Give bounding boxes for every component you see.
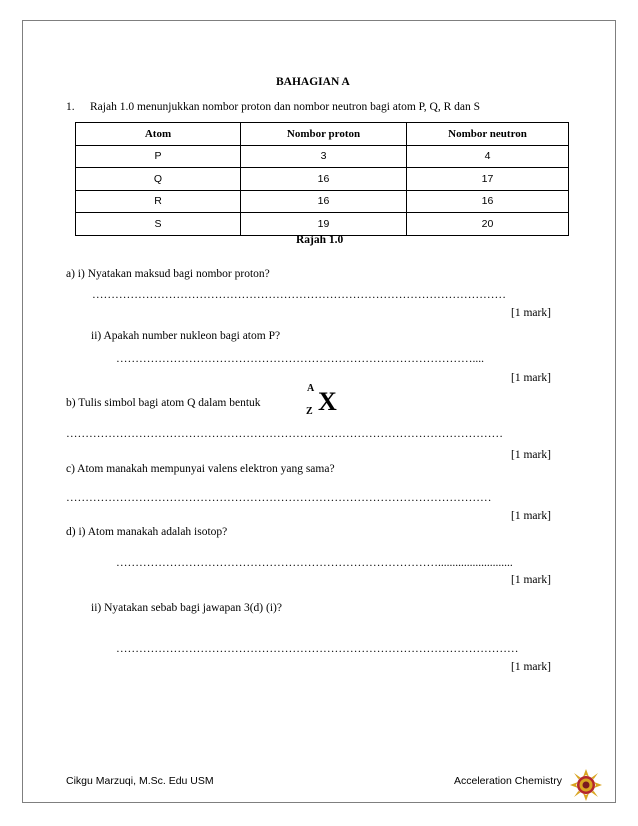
table-header-row (76, 123, 569, 146)
answer-line-d-ii[interactable]: …………………………………………………………………………………………… (116, 643, 519, 655)
answer-line-d-i[interactable]: ………………………………………………………………………….......................... (116, 557, 513, 569)
mark-label: [1 mark] (511, 510, 551, 522)
mass-number-symbol: A (307, 383, 315, 394)
table-cell: 3 (241, 145, 407, 168)
table-header: Atom (76, 123, 241, 146)
mark-label: [1 mark] (511, 307, 551, 319)
table-cell: P (76, 145, 241, 168)
answer-line-a-ii[interactable]: ………………………………………………………………………………….... (116, 353, 484, 365)
atom-table (75, 122, 569, 236)
table-cell: 4 (407, 145, 569, 168)
table-row (76, 145, 569, 168)
table-cell: 20 (407, 213, 569, 236)
mark-label: [1 mark] (511, 574, 551, 586)
atomic-number-symbol: Z (306, 406, 313, 417)
footer-title: Acceleration Chemistry (454, 775, 562, 787)
question-stem: Rajah 1.0 menunjukkan nombor proton dan nombor neutron bagi atom P, Q, R dan S (90, 101, 480, 113)
question-a-i: a) i) Nyatakan maksud bagi nombor proton? (66, 268, 270, 280)
table-cell: Q (76, 168, 241, 191)
footer-author: Cikgu Marzuqi, M.Sc. Edu USM (66, 775, 214, 787)
table-cell: R (76, 190, 241, 213)
question-d-ii: ii) Nyatakan sebab bagi jawapan 3(d) (i)? (91, 602, 282, 614)
question-c: c) Atom manakah mempunyai valens elektron yang sama? (66, 463, 335, 475)
table-cell: 16 (241, 190, 407, 213)
mark-label: [1 mark] (511, 449, 551, 461)
mark-label: [1 mark] (511, 661, 551, 673)
table-cell: 19 (241, 213, 407, 236)
table-row (76, 168, 569, 191)
answer-line-a-i[interactable]: ……………………………………………………………………………………………… (92, 289, 506, 301)
table-cell: 17 (407, 168, 569, 191)
table-row (76, 190, 569, 213)
school-emblem-icon (569, 768, 603, 802)
mark-label: [1 mark] (511, 372, 551, 384)
section-title: BAHAGIAN A (276, 76, 350, 88)
question-number: 1. (66, 101, 75, 113)
table-row (76, 213, 569, 236)
table-header: Nombor neutron (407, 123, 569, 146)
answer-line-b[interactable]: …………………………………………………………………………………………………… (66, 428, 503, 440)
table-cell: 16 (241, 168, 407, 191)
element-symbol: X (318, 387, 337, 416)
question-b: b) Tulis simbol bagi atom Q dalam bentuk (66, 397, 261, 409)
table-header: Nombor proton (241, 123, 407, 146)
answer-line-c[interactable]: ………………………………………………………………………………………………… (66, 492, 492, 504)
figure-caption: Rajah 1.0 (296, 234, 344, 246)
question-a-ii: ii) Apakah number nukleon bagi atom P? (91, 330, 281, 342)
question-d-i: d) i) Atom manakah adalah isotop? (66, 526, 228, 538)
table-cell: S (76, 213, 241, 236)
table-cell: 16 (407, 190, 569, 213)
